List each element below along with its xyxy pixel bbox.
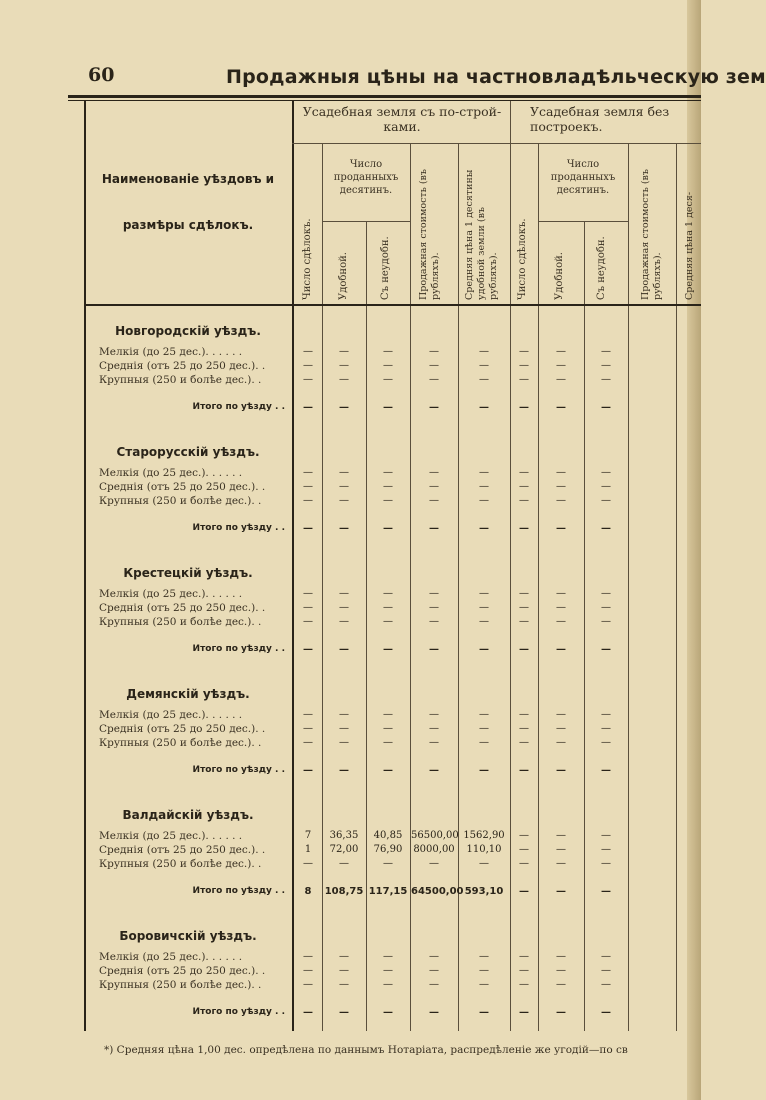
table-cell: — bbox=[556, 616, 566, 627]
row-label: Крупныя (250 и болѣе дес.). . bbox=[99, 979, 262, 991]
table-cell: — bbox=[519, 951, 529, 962]
header-rule bbox=[538, 221, 628, 222]
table-cell: — bbox=[303, 523, 313, 534]
table-row bbox=[0, 844, 701, 858]
header-name-line2: размѣры сдѣлокъ. bbox=[122, 218, 254, 232]
table-cell: — bbox=[601, 858, 611, 869]
table-cell: — bbox=[479, 765, 489, 776]
table-cell: — bbox=[339, 602, 349, 613]
table-cell: — bbox=[429, 951, 439, 962]
table-cell: — bbox=[601, 402, 611, 413]
row-label: Крупныя (250 и болѣе дес.). . bbox=[99, 616, 262, 628]
table-row bbox=[0, 737, 701, 751]
table-cell: — bbox=[519, 858, 529, 869]
table-cell: — bbox=[479, 602, 489, 613]
table-cell: — bbox=[601, 709, 611, 720]
table-cell: — bbox=[339, 360, 349, 371]
table-cell: — bbox=[429, 481, 439, 492]
table-cell: — bbox=[556, 481, 566, 492]
total-row bbox=[0, 765, 701, 779]
table-cell: — bbox=[339, 644, 349, 655]
table-cell: — bbox=[601, 1007, 611, 1018]
table-cell: — bbox=[429, 346, 439, 357]
table-cell: — bbox=[339, 965, 349, 976]
row-label: Крупныя (250 и болѣе дес.). . bbox=[99, 495, 262, 507]
table-row bbox=[0, 951, 701, 965]
table-cell: — bbox=[303, 374, 313, 385]
table-cell: — bbox=[519, 979, 529, 990]
header-rule bbox=[292, 143, 701, 144]
table-cell: 1 bbox=[304, 844, 312, 855]
table-cell: — bbox=[303, 588, 313, 599]
table-cell: — bbox=[429, 467, 439, 478]
table-cell: — bbox=[556, 602, 566, 613]
header-group-with-buildings: Усадебная земля съ по-стройками. bbox=[302, 104, 502, 134]
table-cell: — bbox=[556, 886, 566, 897]
table-cell: — bbox=[303, 979, 313, 990]
table-cell: — bbox=[601, 523, 611, 534]
row-label: Среднія (отъ 25 до 250 дес.). . bbox=[99, 481, 266, 493]
table-row bbox=[0, 965, 701, 979]
table-cell: — bbox=[556, 346, 566, 357]
table-cell: — bbox=[601, 979, 611, 990]
table-cell: — bbox=[339, 951, 349, 962]
table-cell: 110,10 bbox=[466, 844, 502, 855]
table-cell: — bbox=[479, 616, 489, 627]
table-row bbox=[0, 374, 701, 388]
header-price-2: Продажная стоимость (въ рубляхъ). bbox=[640, 169, 663, 300]
table-cell: — bbox=[339, 616, 349, 627]
header-good: Удобной. bbox=[338, 252, 349, 300]
table-cell: — bbox=[601, 965, 611, 976]
table-cell: — bbox=[556, 495, 566, 506]
table-cell: — bbox=[479, 709, 489, 720]
table-cell: — bbox=[556, 951, 566, 962]
table-cell: — bbox=[519, 495, 529, 506]
table-cell: — bbox=[383, 495, 393, 506]
table-cell: — bbox=[601, 481, 611, 492]
header-bad: Съ неудобн. bbox=[380, 236, 391, 300]
table-cell: — bbox=[556, 723, 566, 734]
district-heading: Демянскій уѣздъ. bbox=[126, 687, 250, 701]
table-cell: — bbox=[303, 495, 313, 506]
table-cell: — bbox=[556, 588, 566, 599]
row-label: Среднія (отъ 25 до 250 дес.). . bbox=[99, 844, 266, 856]
table-cell: 64500,00 bbox=[411, 886, 464, 897]
table-cell: — bbox=[339, 346, 349, 357]
row-label: Среднія (отъ 25 до 250 дес.). . bbox=[99, 602, 266, 614]
table-cell: 72,00 bbox=[329, 844, 359, 855]
district-heading: Боровичскій уѣздъ. bbox=[119, 929, 257, 943]
table-cell: — bbox=[601, 723, 611, 734]
table-cell: — bbox=[339, 402, 349, 413]
table-cell: — bbox=[556, 374, 566, 385]
table-cell: — bbox=[519, 723, 529, 734]
table-cell: — bbox=[556, 830, 566, 841]
total-row bbox=[0, 644, 701, 658]
table-cell: — bbox=[519, 644, 529, 655]
table-cell: — bbox=[601, 346, 611, 357]
total-row bbox=[0, 886, 701, 900]
table-cell: — bbox=[429, 979, 439, 990]
table-row bbox=[0, 709, 701, 723]
table-cell: — bbox=[479, 402, 489, 413]
table-cell: — bbox=[383, 858, 393, 869]
table-cell: — bbox=[429, 602, 439, 613]
table-cell: — bbox=[519, 616, 529, 627]
table-cell: 117,15 bbox=[368, 886, 408, 897]
table-cell: 76,90 bbox=[373, 844, 403, 855]
table-cell: — bbox=[556, 402, 566, 413]
table-cell: — bbox=[339, 374, 349, 385]
table-cell: — bbox=[383, 965, 393, 976]
table-cell: — bbox=[519, 737, 529, 748]
table-cell: — bbox=[601, 602, 611, 613]
table-row bbox=[0, 467, 701, 481]
table-cell: — bbox=[429, 1007, 439, 1018]
table-cell: — bbox=[601, 360, 611, 371]
table-cell: — bbox=[556, 765, 566, 776]
total-label: Итого по уѣзду . . bbox=[192, 886, 285, 896]
table-cell: — bbox=[519, 965, 529, 976]
table-cell: — bbox=[303, 1007, 313, 1018]
total-label: Итого по уѣзду . . bbox=[192, 1007, 285, 1017]
table-cell: — bbox=[556, 844, 566, 855]
table-cell: — bbox=[303, 858, 313, 869]
header-price: Продажная стоимость (въ рубляхъ). bbox=[418, 169, 441, 300]
row-label: Мелкія (до 25 дес.). . . . . . bbox=[99, 346, 243, 358]
table-row bbox=[0, 830, 701, 844]
table-cell: — bbox=[303, 723, 313, 734]
table-cell: — bbox=[429, 374, 439, 385]
row-label: Мелкія (до 25 дес.). . . . . . bbox=[99, 709, 243, 721]
total-label: Итого по уѣзду . . bbox=[192, 644, 285, 654]
table-row bbox=[0, 346, 701, 360]
table-cell: — bbox=[479, 644, 489, 655]
row-label: Мелкія (до 25 дес.). . . . . . bbox=[99, 467, 243, 479]
table-cell: — bbox=[519, 346, 529, 357]
table-cell: — bbox=[383, 402, 393, 413]
row-label: Мелкія (до 25 дес.). . . . . . bbox=[99, 951, 243, 963]
table-cell: 40,85 bbox=[373, 830, 403, 841]
header-good-2: Удобной. bbox=[554, 252, 565, 300]
table-cell: — bbox=[479, 858, 489, 869]
footnote: *) Средняя цѣна 1,00 дес. опредѣлена по даннымъ Нотаріата, распредѣленіе же угодій—по св bbox=[104, 1044, 628, 1056]
table-cell: 593,10 bbox=[464, 886, 504, 897]
table-row bbox=[0, 616, 701, 630]
table-cell: — bbox=[429, 616, 439, 627]
header-deals-2: Число сдѣлокъ. bbox=[517, 218, 528, 300]
table-cell: — bbox=[556, 467, 566, 478]
table-cell: — bbox=[601, 467, 611, 478]
table-cell: — bbox=[479, 965, 489, 976]
table-cell: — bbox=[601, 588, 611, 599]
row-label: Мелкія (до 25 дес.). . . . . . bbox=[99, 830, 243, 842]
header-bottom-rule bbox=[84, 304, 701, 306]
row-label: Крупныя (250 и болѣе дес.). . bbox=[99, 858, 262, 870]
table-cell: — bbox=[383, 951, 393, 962]
total-label: Итого по уѣзду . . bbox=[192, 402, 285, 412]
table-cell: — bbox=[556, 737, 566, 748]
table-cell: 8000,00 bbox=[413, 844, 455, 855]
table-cell: 7 bbox=[304, 830, 312, 841]
table-cell: — bbox=[339, 765, 349, 776]
table-cell: — bbox=[429, 965, 439, 976]
table-cell: — bbox=[303, 481, 313, 492]
table-cell: — bbox=[519, 830, 529, 841]
table-cell: — bbox=[303, 467, 313, 478]
table-cell: — bbox=[601, 374, 611, 385]
table-cell: — bbox=[303, 346, 313, 357]
table-cell: — bbox=[556, 1007, 566, 1018]
table-cell: — bbox=[383, 723, 393, 734]
table-cell: — bbox=[429, 709, 439, 720]
table-cell: — bbox=[429, 765, 439, 776]
table-cell: — bbox=[383, 1007, 393, 1018]
page-number: 60 bbox=[88, 64, 115, 86]
table-cell: — bbox=[429, 588, 439, 599]
table-cell: — bbox=[519, 588, 529, 599]
table-cell: — bbox=[429, 644, 439, 655]
table-cell: — bbox=[303, 951, 313, 962]
header-bad-2: Съ неудобн. bbox=[596, 236, 607, 300]
table-cell: — bbox=[601, 951, 611, 962]
table-row bbox=[0, 481, 701, 495]
table-cell: — bbox=[339, 723, 349, 734]
table-cell: — bbox=[519, 844, 529, 855]
table-cell: — bbox=[383, 523, 393, 534]
header-avg-2: Средняя цѣна 1 деся- bbox=[684, 191, 695, 300]
header-group-without-buildings: Усадебная земля без построекъ. bbox=[530, 104, 670, 134]
table-cell: — bbox=[556, 360, 566, 371]
table-cell: — bbox=[383, 481, 393, 492]
table-cell: — bbox=[479, 346, 489, 357]
table-cell: — bbox=[429, 737, 439, 748]
table-cell: — bbox=[303, 965, 313, 976]
table-cell: — bbox=[556, 979, 566, 990]
table-cell: — bbox=[303, 765, 313, 776]
table-row bbox=[0, 723, 701, 737]
table-cell: — bbox=[601, 830, 611, 841]
table-cell: — bbox=[479, 360, 489, 371]
table-cell: — bbox=[383, 737, 393, 748]
table-cell: — bbox=[383, 467, 393, 478]
table-cell: — bbox=[383, 616, 393, 627]
table-cell: — bbox=[479, 374, 489, 385]
table-cell: — bbox=[556, 644, 566, 655]
table-cell: 108,75 bbox=[324, 886, 364, 897]
table-cell: — bbox=[339, 979, 349, 990]
table-cell: — bbox=[519, 709, 529, 720]
table-cell: — bbox=[479, 723, 489, 734]
table-cell: — bbox=[339, 709, 349, 720]
table-cell: — bbox=[519, 765, 529, 776]
table-cell: — bbox=[383, 374, 393, 385]
table-cell: — bbox=[303, 737, 313, 748]
row-label: Среднія (отъ 25 до 250 дес.). . bbox=[99, 965, 266, 977]
table-row bbox=[0, 360, 701, 374]
table-cell: — bbox=[303, 616, 313, 627]
header-name-line1: Наименованіе уѣздовъ и bbox=[101, 172, 275, 186]
table-cell: — bbox=[303, 402, 313, 413]
table-cell: — bbox=[383, 765, 393, 776]
table-cell: — bbox=[339, 1007, 349, 1018]
table-cell: — bbox=[601, 616, 611, 627]
row-label: Мелкія (до 25 дес.). . . . . . bbox=[99, 588, 243, 600]
table-cell: — bbox=[303, 360, 313, 371]
total-label: Итого по уѣзду . . bbox=[192, 523, 285, 533]
table-cell: — bbox=[339, 481, 349, 492]
table-cell: — bbox=[556, 858, 566, 869]
table-cell: — bbox=[339, 523, 349, 534]
header-deals: Число сдѣлокъ. bbox=[302, 218, 313, 300]
table-cell: — bbox=[339, 495, 349, 506]
table-cell: — bbox=[519, 523, 529, 534]
table-cell: — bbox=[429, 495, 439, 506]
header-desyatin-1: Число проданныхъ десятинъ. bbox=[333, 159, 399, 196]
table-cell: 8 bbox=[304, 886, 312, 897]
row-label: Крупныя (250 и болѣе дес.). . bbox=[99, 737, 262, 749]
row-label: Крупныя (250 и болѣе дес.). . bbox=[99, 374, 262, 386]
total-label: Итого по уѣзду . . bbox=[192, 765, 285, 775]
table-cell: — bbox=[479, 588, 489, 599]
header-desyatin-2: Число проданныхъ десятинъ. bbox=[550, 159, 616, 196]
table-cell: — bbox=[339, 588, 349, 599]
table-cell: — bbox=[601, 844, 611, 855]
table-cell: — bbox=[383, 588, 393, 599]
table-row bbox=[0, 495, 701, 509]
table-cell: — bbox=[303, 709, 313, 720]
table-cell: — bbox=[479, 523, 489, 534]
table-cell: — bbox=[556, 523, 566, 534]
total-row bbox=[0, 402, 701, 416]
table-cell: 1562,90 bbox=[463, 830, 505, 841]
table-cell: — bbox=[479, 481, 489, 492]
table-cell: — bbox=[601, 737, 611, 748]
table-row bbox=[0, 858, 701, 872]
table-cell: — bbox=[383, 602, 393, 613]
table-cell: — bbox=[519, 481, 529, 492]
table-cell: — bbox=[601, 644, 611, 655]
district-heading: Старорусскій уѣздъ. bbox=[116, 445, 260, 459]
table-cell: — bbox=[303, 602, 313, 613]
table-cell: — bbox=[601, 765, 611, 776]
top-rule bbox=[68, 95, 701, 98]
table-cell: — bbox=[519, 402, 529, 413]
table-cell: — bbox=[519, 374, 529, 385]
table-cell: — bbox=[339, 467, 349, 478]
table-row bbox=[0, 979, 701, 993]
row-label: Среднія (отъ 25 до 250 дес.). . bbox=[99, 360, 266, 372]
table-cell: — bbox=[339, 737, 349, 748]
table-row bbox=[0, 602, 701, 616]
district-heading: Валдайскій уѣздъ. bbox=[122, 808, 254, 822]
table-cell: — bbox=[383, 979, 393, 990]
table-cell: — bbox=[556, 965, 566, 976]
table-row bbox=[0, 588, 701, 602]
table-cell: — bbox=[339, 858, 349, 869]
table-cell: — bbox=[479, 951, 489, 962]
table-cell: — bbox=[303, 644, 313, 655]
table-cell: — bbox=[479, 495, 489, 506]
table-cell: — bbox=[519, 1007, 529, 1018]
top-rule-thin bbox=[68, 100, 701, 101]
table-cell: — bbox=[429, 523, 439, 534]
district-heading: Новгородскій уѣздъ. bbox=[115, 324, 261, 338]
table-cell: 56500,00 bbox=[411, 830, 459, 841]
total-row bbox=[0, 1007, 701, 1021]
table-cell: — bbox=[479, 737, 489, 748]
table-cell: — bbox=[429, 858, 439, 869]
header-avg: Средняя цѣна 1 десятины удобной земли (въ рубляхъ). bbox=[464, 169, 499, 300]
district-heading: Крестецкій уѣздъ. bbox=[123, 566, 253, 580]
table-cell: — bbox=[601, 886, 611, 897]
page-title: Продажныя цѣны на частновладѣльческую зем bbox=[226, 66, 766, 88]
table-cell: — bbox=[383, 644, 393, 655]
table-cell: — bbox=[519, 886, 529, 897]
table-cell: — bbox=[601, 495, 611, 506]
table-cell: — bbox=[383, 709, 393, 720]
table-cell: — bbox=[429, 723, 439, 734]
table-cell: — bbox=[479, 979, 489, 990]
table-cell: — bbox=[519, 467, 529, 478]
table-cell: — bbox=[479, 1007, 489, 1018]
table-cell: — bbox=[429, 360, 439, 371]
table-cell: — bbox=[429, 402, 439, 413]
table-cell: — bbox=[479, 467, 489, 478]
row-label: Среднія (отъ 25 до 250 дес.). . bbox=[99, 723, 266, 735]
table-cell: — bbox=[519, 360, 529, 371]
header-rule bbox=[322, 221, 410, 222]
table-cell: 36,35 bbox=[329, 830, 359, 841]
total-row bbox=[0, 523, 701, 537]
table-cell: — bbox=[519, 602, 529, 613]
table-cell: — bbox=[383, 346, 393, 357]
table-cell: — bbox=[383, 360, 393, 371]
table-cell: — bbox=[556, 709, 566, 720]
